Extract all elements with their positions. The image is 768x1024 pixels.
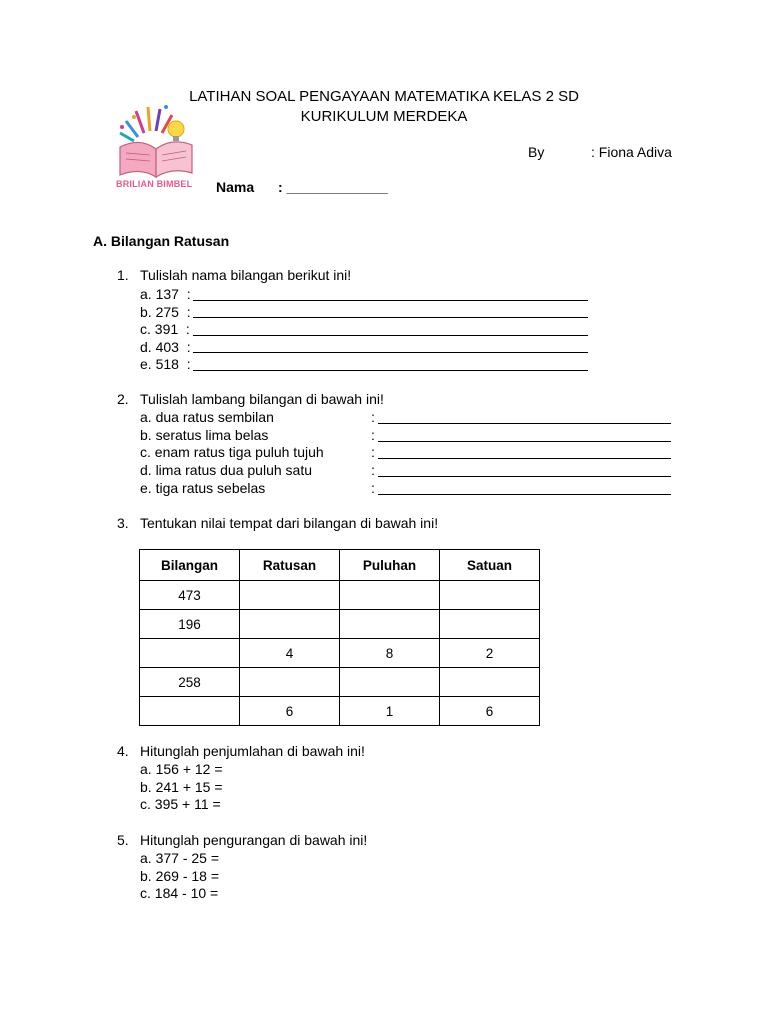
table-cell[interactable]	[440, 610, 540, 639]
table-cell[interactable]	[140, 639, 240, 668]
q5-item: b. 269 - 18 =	[140, 868, 220, 884]
q2-colon: :	[371, 462, 375, 478]
q5-number: 5.	[117, 832, 129, 848]
table-cell[interactable]	[240, 610, 340, 639]
table-row	[140, 668, 540, 697]
q1-item: c. 391 :	[140, 321, 190, 337]
q4-item: b. 241 + 15 =	[140, 779, 223, 795]
name-field[interactable]: : _____________	[278, 179, 388, 195]
q2-answer-line[interactable]	[378, 476, 671, 477]
q2-answer-line[interactable]	[378, 494, 671, 495]
q1-answer-line[interactable]	[193, 300, 588, 301]
table-header-cell: Satuan	[440, 550, 540, 581]
table-header-row	[140, 550, 540, 581]
page-title-line1: LATIHAN SOAL PENGAYAAN MATEMATIKA KELAS 2 SD	[189, 88, 579, 105]
table-cell[interactable]	[340, 581, 440, 610]
open-book-icon	[112, 103, 202, 181]
q2-answer-line[interactable]	[378, 423, 671, 424]
q2-colon: :	[371, 444, 375, 460]
name-label: Nama	[216, 179, 255, 195]
table-cell: 196	[140, 610, 240, 639]
q2-item: d. lima ratus dua puluh satu	[140, 462, 312, 478]
table-cell: 8	[340, 639, 440, 668]
logo-text: BRILIAN BIMBEL	[116, 179, 193, 189]
table-cell[interactable]	[240, 581, 340, 610]
q2-number: 2.	[117, 391, 129, 407]
q2-colon: :	[371, 427, 375, 443]
table-cell: 473	[140, 581, 240, 610]
q1-answer-line[interactable]	[193, 370, 588, 371]
brilian-bimbel-logo	[112, 103, 202, 195]
table-row	[140, 610, 540, 639]
q1-answer-line[interactable]	[193, 352, 588, 353]
table-cell[interactable]	[440, 581, 540, 610]
table-cell: 6	[240, 697, 340, 726]
q4-item: a. 156 + 12 =	[140, 761, 223, 777]
q1-text: Tulislah nama bilangan berikut ini!	[140, 267, 352, 283]
q2-colon: :	[371, 409, 375, 425]
table-header-cell: Bilangan	[140, 550, 240, 581]
q2-answer-line[interactable]	[378, 441, 671, 442]
q1-item: b. 275 :	[140, 304, 191, 320]
table-cell: 6	[440, 697, 540, 726]
q1-item: e. 518 :	[140, 356, 191, 372]
q1-answer-line[interactable]	[193, 317, 588, 318]
q2-text: Tulislah lambang bilangan di bawah ini!	[140, 391, 384, 407]
section-a-title: A. Bilangan Ratusan	[93, 233, 230, 249]
q1-item: a. 137 :	[140, 286, 191, 302]
q1-item: d. 403 :	[140, 339, 191, 355]
table-header-cell: Puluhan	[340, 550, 440, 581]
table-row	[140, 581, 540, 610]
q4-text: Hitunglah penjumlahan di bawah ini!	[140, 743, 365, 759]
q2-item: a. dua ratus sembilan	[140, 409, 274, 425]
table-row	[140, 639, 540, 668]
table-cell[interactable]	[240, 668, 340, 697]
q3-text: Tentukan nilai tempat dari bilangan di bawah ini!	[140, 515, 439, 531]
author-value: : Fiona Adiva	[591, 144, 672, 160]
place-value-table	[139, 549, 540, 726]
q5-text: Hitunglah pengurangan di bawah ini!	[140, 832, 368, 848]
table-header-cell: Ratusan	[240, 550, 340, 581]
q5-item: a. 377 - 25 =	[140, 850, 220, 866]
table-cell: 1	[340, 697, 440, 726]
author-label: By	[528, 144, 545, 160]
table-cell[interactable]	[340, 668, 440, 697]
table-row	[140, 697, 540, 726]
table-cell: 4	[240, 639, 340, 668]
table-cell: 2	[440, 639, 540, 668]
q4-number: 4.	[117, 743, 129, 759]
table-cell[interactable]	[440, 668, 540, 697]
q1-answer-line[interactable]	[193, 335, 588, 336]
q2-item: c. enam ratus tiga puluh tujuh	[140, 444, 324, 460]
q2-item: b. seratus lima belas	[140, 427, 269, 443]
q2-colon: :	[371, 480, 375, 496]
table-cell[interactable]	[140, 697, 240, 726]
q1-number: 1.	[117, 267, 129, 283]
q4-item: c. 395 + 11 =	[140, 796, 221, 812]
page-title-line2: KURIKULUM MERDEKA	[300, 108, 468, 125]
q5-item: c. 184 - 10 =	[140, 885, 219, 901]
table-cell: 258	[140, 668, 240, 697]
q2-answer-line[interactable]	[378, 458, 671, 459]
q2-item: e. tiga ratus sebelas	[140, 480, 266, 496]
q3-number: 3.	[117, 515, 129, 531]
table-cell[interactable]	[340, 610, 440, 639]
